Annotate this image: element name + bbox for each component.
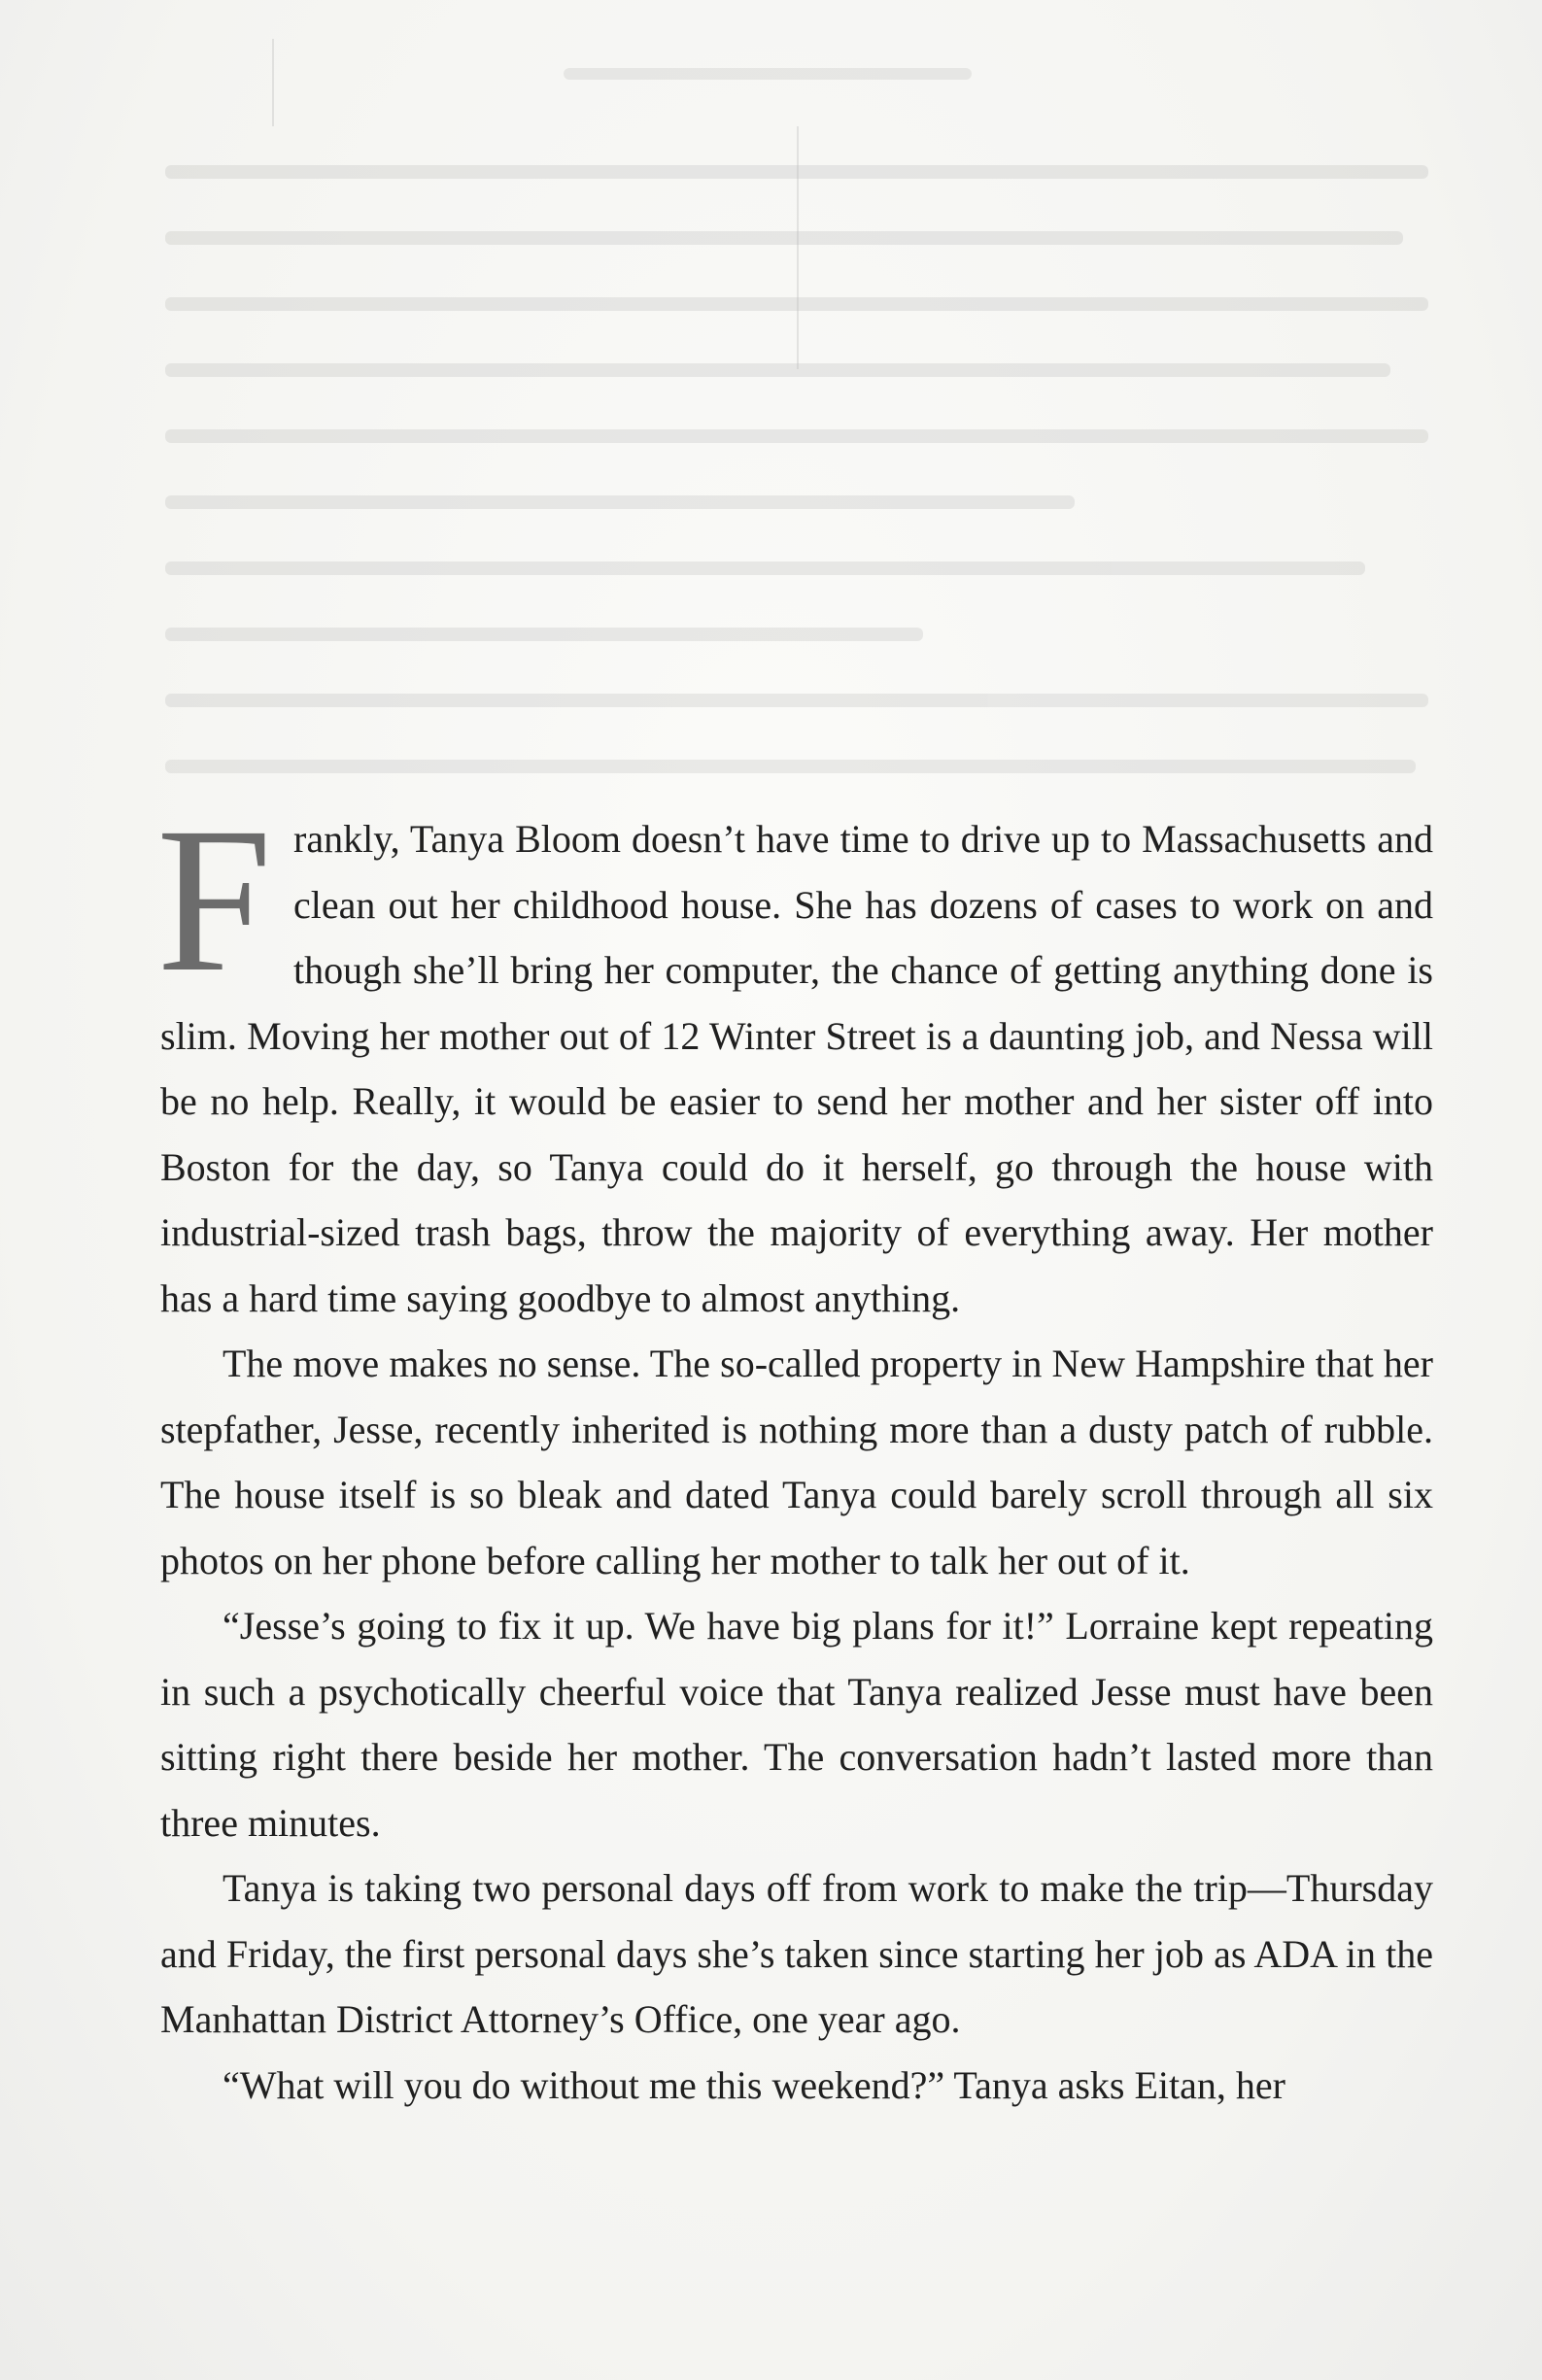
paragraph-text: rankly, Tanya Bloom doesn’t have time to drive up to Massachusetts and clean out her childhood house. She has dozens of cases to work on and though she’ll bring her computer, the chance of getting anything done is slim. Moving her mother out of 12 Winter Street is a daunting job, and Nessa will be no help. Really, it would be easier to send her mother and her sister off into Boston for the day, so Tanya could do it herself, go through the house with industrial-sized trash bags, throw the majority of everything away. Her mother has a hard time saying goodbye to almost anything. bbox=[160, 817, 1433, 1320]
paragraph: “Jesse’s going to fix it up. We have big plans for it!” Lorraine kept repeating in such a psychotically cheerful voice that Tanya realized Jesse must have been sitting right there beside her mother. The conversation hadn’t lasted more than three minutes. bbox=[160, 1604, 1433, 1845]
paragraph: “What will you do without me this weekend?” Tanya asks Eitan, her bbox=[223, 2062, 1285, 2107]
paragraph: Tanya is taking two personal days off from work to make the trip—Thursday and Friday, the first personal days she’s taken since starting her job as ADA in the Manhattan District Attorney’s Office, one year ago. bbox=[160, 1866, 1433, 2041]
body-text bbox=[156, 785, 1433, 2118]
page-crease bbox=[797, 126, 799, 369]
bleed-through-header bbox=[564, 68, 972, 80]
page-crease bbox=[272, 39, 274, 126]
opening-paragraph bbox=[156, 785, 1433, 1331]
drop-cap: F bbox=[156, 785, 273, 1015]
paragraph: The move makes no sense. The so-called property in New Hampshire that her stepfather, Jesse, recently inherited is nothing more than a dusty patch of rubble. The house itself is so bleak and dated Tanya could barely scroll through all six photos on her phone before calling her mother to talk her out of it. bbox=[160, 1342, 1433, 1582]
